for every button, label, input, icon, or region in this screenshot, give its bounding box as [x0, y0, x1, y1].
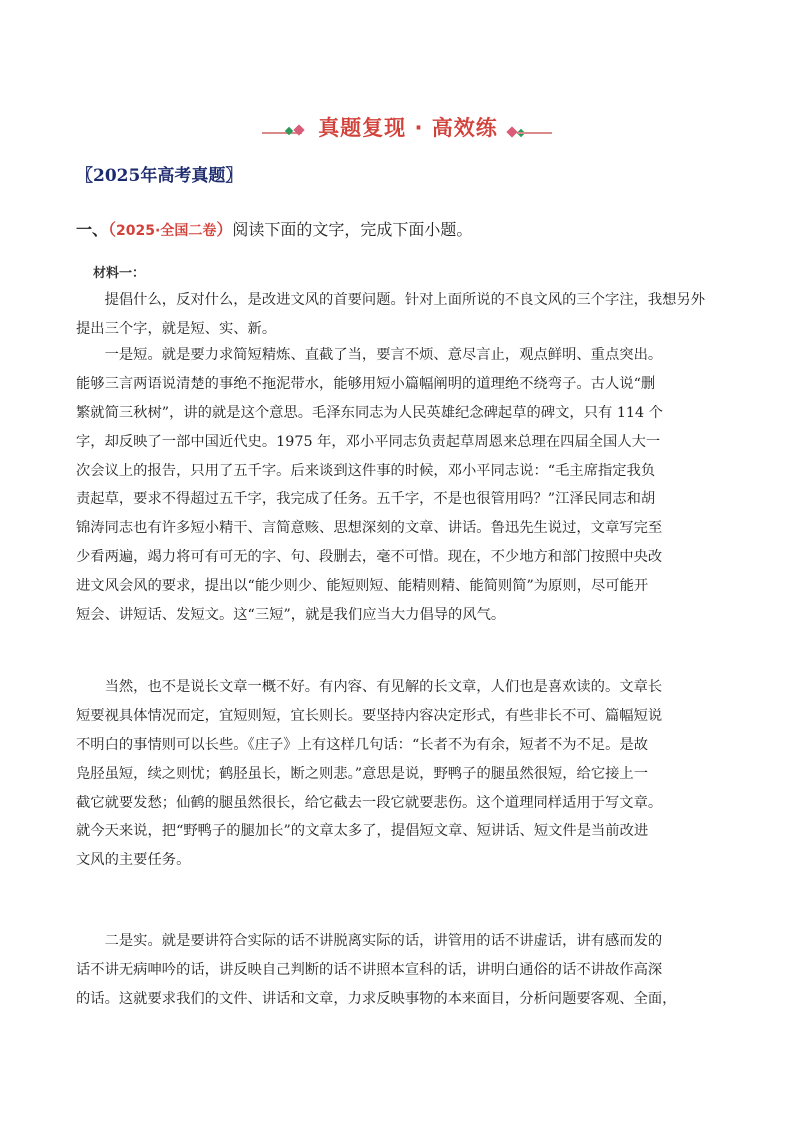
- text-line: 的话。这就要求我们的文件、讲话和文章，力求反映事物的本来面目，分析问题要客观、全面，: [76, 990, 677, 1007]
- text-line: 短要视具体情况而定，宜短则短，宜长则长。要坚持内容决定形式，有些非长不可、篇幅短说: [76, 707, 663, 724]
- text-line: 提倡什么，反对什么，是改进文风的首要问题。针对上面所说的不良文风的三个字注，我想另外: [76, 292, 706, 308]
- paragraph: [76, 927, 736, 1014]
- text-line: 文风的主要任务。: [76, 852, 191, 869]
- paren-close: ）: [216, 220, 233, 239]
- text-line: 一是短。就是要力求简短精炼、直截了当，要言不烦、意尽言止，观点鲜明、重点突出。: [76, 347, 663, 363]
- text-line: 锦涛同志也有许多短小精干、言简意赅、思想深刻的文章、讲话。鲁迅先生说过，文章写完至: [76, 520, 663, 537]
- paren-open: （: [108, 220, 117, 239]
- text-line: 当然，也不是说长文章一概不好。有内容、有见解的长文章，人们也是喜欢读的。文章长: [76, 679, 663, 695]
- diamond-ornament-icon: [285, 127, 293, 135]
- text-line: 繁就简三秋树”，讲的就是这个意思。毛泽东同志为人民英雄纪念碑起草的碑文，只有 114 个: [76, 404, 663, 421]
- text-line: 短会、讲短话、发短文。这“三短”，就是我们应当大力倡导的风气。: [76, 607, 506, 624]
- question-number: 一、: [76, 220, 109, 239]
- text-line: 进文风会风的要求，提出以“能少则少、能短则短、能精则精、能简则简”为原则，尽可能开: [76, 578, 649, 595]
- text-line: 二是实。就是要讲符合实际的话不讲脱离实际的话，讲管用的话不讲虚话，讲有感而发的: [76, 933, 663, 949]
- banner-title: 真题复现 · 高效练: [318, 116, 498, 140]
- text-line: 截它就要发愁；仙鹤的腿虽然很长，给它截去一段它就要悲伤。这个道理同样适用于写文章。: [76, 794, 663, 811]
- text-line: 责起草，要求不得超过五千字，我完成了任务。五千字，不是也很管用吗？”江泽民同志和胡: [76, 491, 656, 508]
- material-label: 材料一：: [93, 266, 146, 281]
- paragraph: [76, 341, 736, 630]
- text-line: 提出三个字，就是短、实、新。: [76, 320, 277, 337]
- text-line: 次会议上的报告，只用了五千字。后来谈到这件事的时候，邓小平同志说：“毛主席指定我负: [76, 462, 656, 479]
- section-banner: [0, 108, 794, 148]
- text-line: 少看两遍，竭力将可有可无的字、句、段删去，毫不可惜。现在，不少地方和部门按照中央改: [76, 549, 663, 566]
- question-heading: [76, 217, 472, 240]
- text-line: 凫胫虽短，续之则忧；鹤胫虽长，断之则悲。”意思是说，野鸭子的腿虽然很短，给它接上一: [76, 765, 649, 782]
- text-line: 话不讲无病呻吟的话，讲反映自己判断的话不讲照本宣科的话，讲明白通俗的话不讲故作高深: [76, 961, 663, 978]
- paragraph: [76, 286, 736, 344]
- text-line: 字，却反映了一部中国近代史。1975 年，邓小平同志负责起草周恩来总理在四届全国人大一: [76, 433, 661, 450]
- question-instruction: 阅读下面的文字，完成下面小题。: [232, 220, 473, 239]
- text-line: 就今天来说，把“野鸭子的腿加长”的文章太多了，提倡短文章、短讲话、短文件是当前改进: [76, 823, 649, 840]
- paragraph: [76, 673, 736, 875]
- banner-right-rule: [518, 132, 552, 134]
- diamond-ornament-icon: [293, 124, 304, 135]
- text-line: 不明白的事情则可以长些。《庄子》上有这样几句话：“长者不为有余，短者不为不足。是故: [76, 736, 649, 753]
- section-header: 〖2025年高考真题〗: [76, 166, 243, 186]
- question-source: 2025·全国二卷: [116, 223, 217, 239]
- text-line: 能够三言两语说清楚的事绝不拖泥带水，能够用短小篇幅阐明的道理绝不绕弯子。古人说“删: [76, 375, 656, 392]
